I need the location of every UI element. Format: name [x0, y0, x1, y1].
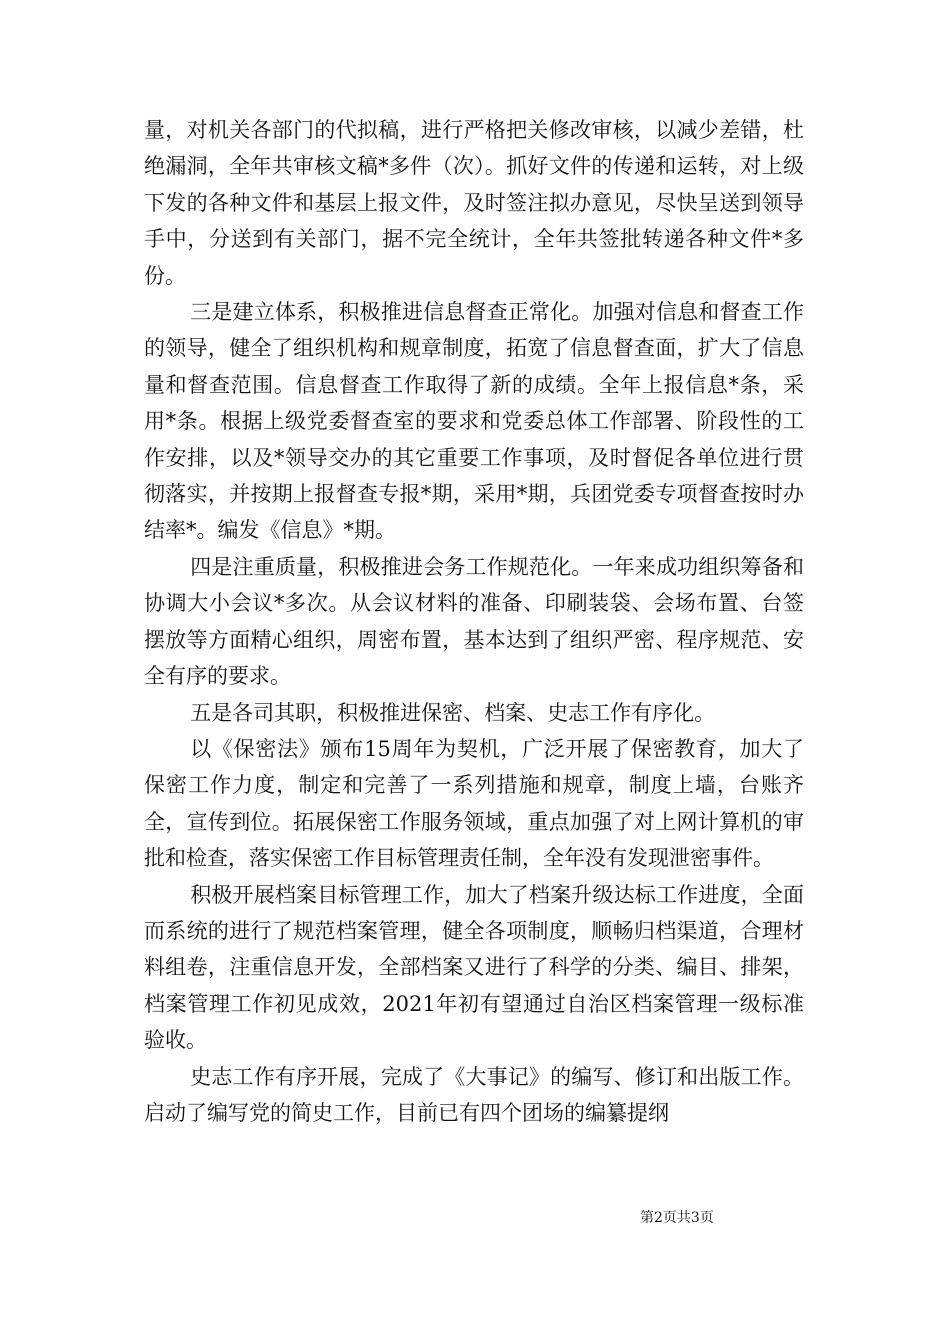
paragraph-6: 积极开展档案目标管理工作，加大了档案升级达标工作进度，全面而系统的进行了规范档案管理，健全各项制度，顺畅归档渠道，合理材料组卷，注重信息开发，全部档案又进行了科学的分类、编目、排架，档案管理工作初见成效，2021年初有望通过自治区档案管理一级标准验收。: [144, 882, 804, 1053]
paragraph-2: 三是建立体系，积极推进信息督查正常化。加强对信息和督查工作的领导，健全了组织机构和规章制度，拓宽了信息督查面，扩大了信息量和督查范围。信息督查工作取得了新的成绩。全年上报信息*条，采用*条。根据上级党委督查室的要求和党委总体工作部署、阶段性的工作安排，以及*领导交办的其它重要工作事项，及时督促各单位进行贯彻落实，并按期上报督查专报*期，采用*期，兵团党委专项督查按时办结率*。编发《信息》*期。: [144, 300, 804, 543]
paragraph-1: 量，对机关各部门的代拟稿，进行严格把关修改审核，以减少差错，杜绝漏洞，全年共审核文稿*多件（次）。抓好文件的传递和运转，对上级下发的各种文件和基层上报文件，及时签注拟办意见，尽快呈送到领导手中，分送到有关部门，据不完全统计，全年共签批转递各种文件*多份。: [144, 118, 804, 288]
paragraph-4: 五是各司其职，积极推进保密、档案、史志工作有序化。: [190, 700, 716, 725]
page-number: 第2页共3页: [640, 1210, 714, 1226]
paragraph-7: 史志工作有序开展，完成了《大事记》的编写、修订和出版工作。启动了编写党的简史工作，目前已有四个团场的编纂提纲: [144, 1064, 804, 1125]
paragraph-3: 四是注重质量，积极推进会务工作规范化。一年来成功组织筹备和协调大小会议*多次。从会议材料的准备、印刷装袋、会场布置、台签摆放等方面精心组织，周密布置，基本达到了组织严密、程序规范、安全有序的要求。: [144, 554, 804, 689]
paragraph-5: 以《保密法》颁布15周年为契机，广泛开展了保密教育，加大了保密工作力度，制定和完善了一系列措施和规章，制度上墙，台账齐全，宣传到位。拓展保密工作服务领域，重点加强了对上网计算机的审批和检查，落实保密工作目标管理责任制，全年没有发现泄密事件。: [144, 736, 804, 871]
body-text: [144, 112, 804, 1131]
